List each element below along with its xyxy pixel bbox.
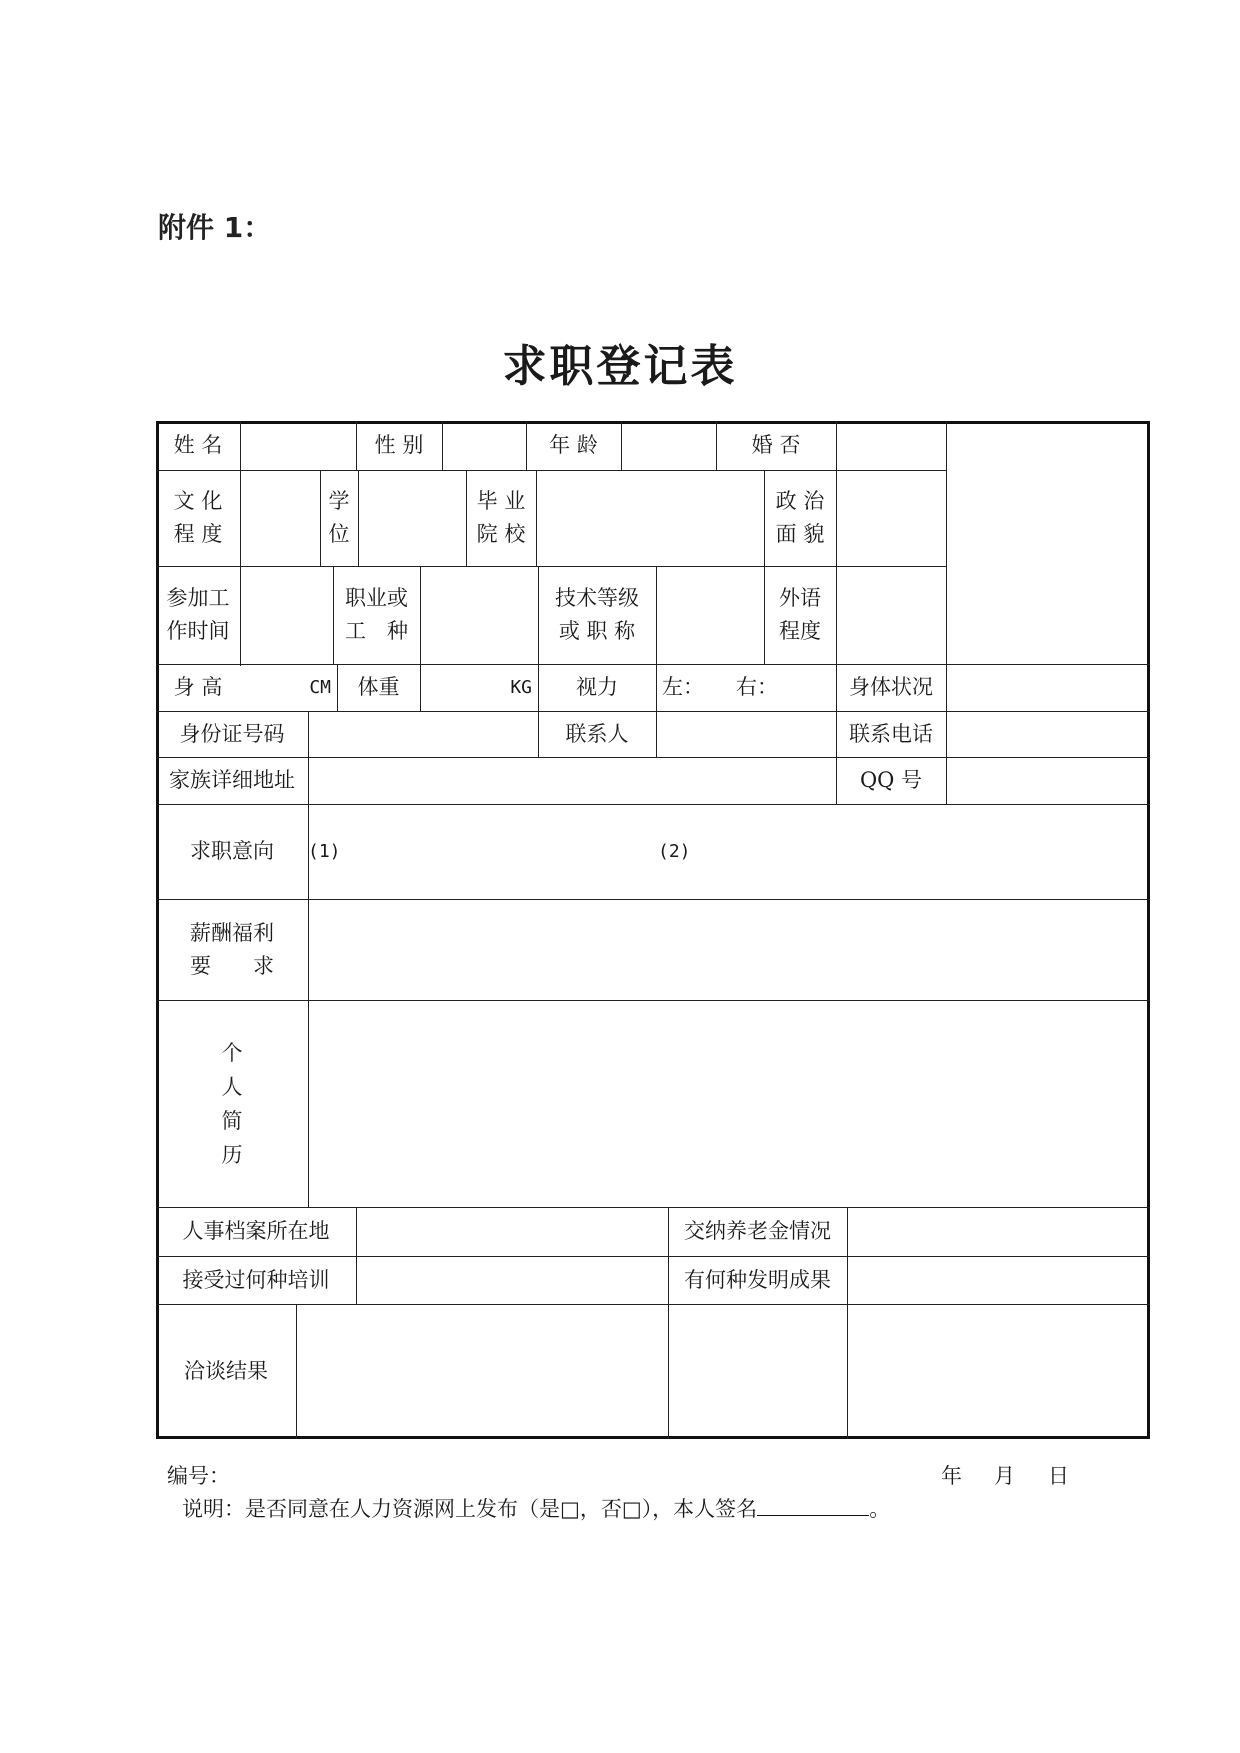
invention-field[interactable] [847, 1256, 1150, 1304]
label-id-number: 身份证号码 [179, 721, 285, 746]
age-field[interactable] [621, 421, 716, 470]
interview-field-2[interactable] [668, 1304, 847, 1439]
label-age: 年 龄 [549, 433, 598, 457]
form-number-label: 编号： [167, 1464, 230, 1488]
work-start-field[interactable] [240, 566, 333, 664]
label-pension: 交纳养老金情况 [684, 1219, 831, 1243]
marital-field[interactable] [836, 421, 946, 470]
education-field[interactable] [240, 470, 320, 566]
id-number-field[interactable] [308, 711, 538, 757]
vision-left[interactable]: 左： [662, 675, 704, 699]
label-weight: 体重 [357, 675, 400, 699]
vision-right[interactable]: 右： [736, 675, 778, 699]
photo-area[interactable] [946, 421, 1150, 664]
occupation-field[interactable] [420, 566, 538, 664]
phone-field[interactable] [946, 711, 1150, 757]
label-school: 毕 业 院 校 [476, 489, 526, 546]
label-tech-title: 技术等级 或 职 称 [555, 586, 639, 643]
label-vision: 视力 [576, 675, 618, 699]
label-language: 外语 程度 [779, 586, 821, 643]
label-gender: 性 别 [374, 433, 424, 457]
interview-field-3[interactable] [847, 1304, 1150, 1439]
label-qq: QQ 号 [859, 768, 923, 792]
name-field[interactable] [240, 421, 356, 470]
qq-field[interactable] [946, 757, 1150, 804]
intention-1[interactable]: (1) [308, 841, 341, 862]
note-prefix: 说明：是否同意在人力资源网上发布（是 [182, 1497, 560, 1521]
label-degree: 学 位 [328, 489, 350, 546]
note-mid: ，否 [579, 1497, 622, 1521]
yes-checkbox[interactable]: □ [560, 1497, 580, 1521]
health-field[interactable] [946, 664, 1150, 711]
resume-field[interactable] [308, 1000, 1150, 1207]
resume-char: 个 [221, 1040, 243, 1065]
language-field[interactable] [836, 566, 946, 664]
note-after: ），本人签名 [641, 1497, 758, 1521]
label-name: 姓 名 [173, 433, 223, 457]
label-marital: 婚 否 [751, 433, 801, 457]
label-intention: 求职意向 [190, 839, 274, 863]
archive-field[interactable] [356, 1207, 668, 1256]
note-end: 。 [869, 1497, 891, 1521]
resume-char: 简 [221, 1108, 243, 1133]
label-political: 政 治 面 貌 [775, 489, 825, 546]
attachment-label: 附件 1： [158, 211, 272, 244]
label-invention: 有何种发明成果 [684, 1267, 831, 1292]
pension-field[interactable] [847, 1207, 1150, 1256]
resume-char: 历 [221, 1142, 243, 1167]
label-work-start: 参加工 作时间 [166, 586, 230, 643]
label-training: 接受过何种培训 [182, 1267, 330, 1292]
label-health: 身体状况 [849, 675, 933, 699]
political-field[interactable] [836, 470, 946, 566]
label-height: 身 高 [173, 675, 223, 699]
interview-field-1[interactable] [296, 1304, 668, 1439]
label-salary: 薪酬福利 要 求 [190, 920, 274, 978]
gender-field[interactable] [442, 421, 526, 470]
date-month: 月 [994, 1464, 1015, 1488]
training-field[interactable] [356, 1256, 668, 1304]
label-education: 文 化 程 度 [173, 489, 223, 546]
contact-person-field[interactable] [656, 711, 836, 757]
resume-char: 人 [221, 1074, 243, 1099]
form-title: 求职登记表 [502, 341, 738, 392]
intention-2[interactable]: (2) [658, 841, 691, 862]
label-interview: 洽谈结果 [184, 1359, 268, 1383]
label-contact-person: 联系人 [565, 721, 629, 746]
label-phone: 联系电话 [849, 721, 933, 746]
weight-unit[interactable]: KG [510, 677, 532, 698]
salary-field[interactable] [308, 899, 1150, 1000]
height-unit[interactable]: CM [309, 677, 331, 698]
label-occupation: 职业或 工 种 [345, 586, 408, 643]
label-archive: 人事档案所在地 [182, 1219, 330, 1243]
degree-field[interactable] [358, 470, 466, 566]
label-address: 家族详细地址 [169, 768, 295, 792]
date-year: 年 [941, 1464, 962, 1488]
signature-blank[interactable] [757, 1495, 869, 1516]
date-day: 日 [1048, 1464, 1069, 1488]
school-field[interactable] [536, 470, 764, 566]
address-field[interactable] [308, 757, 836, 804]
publish-note [182, 1493, 890, 1523]
no-checkbox[interactable]: □ [621, 1497, 642, 1521]
label-resume [156, 1000, 308, 1207]
tech-title-field[interactable] [656, 566, 764, 664]
